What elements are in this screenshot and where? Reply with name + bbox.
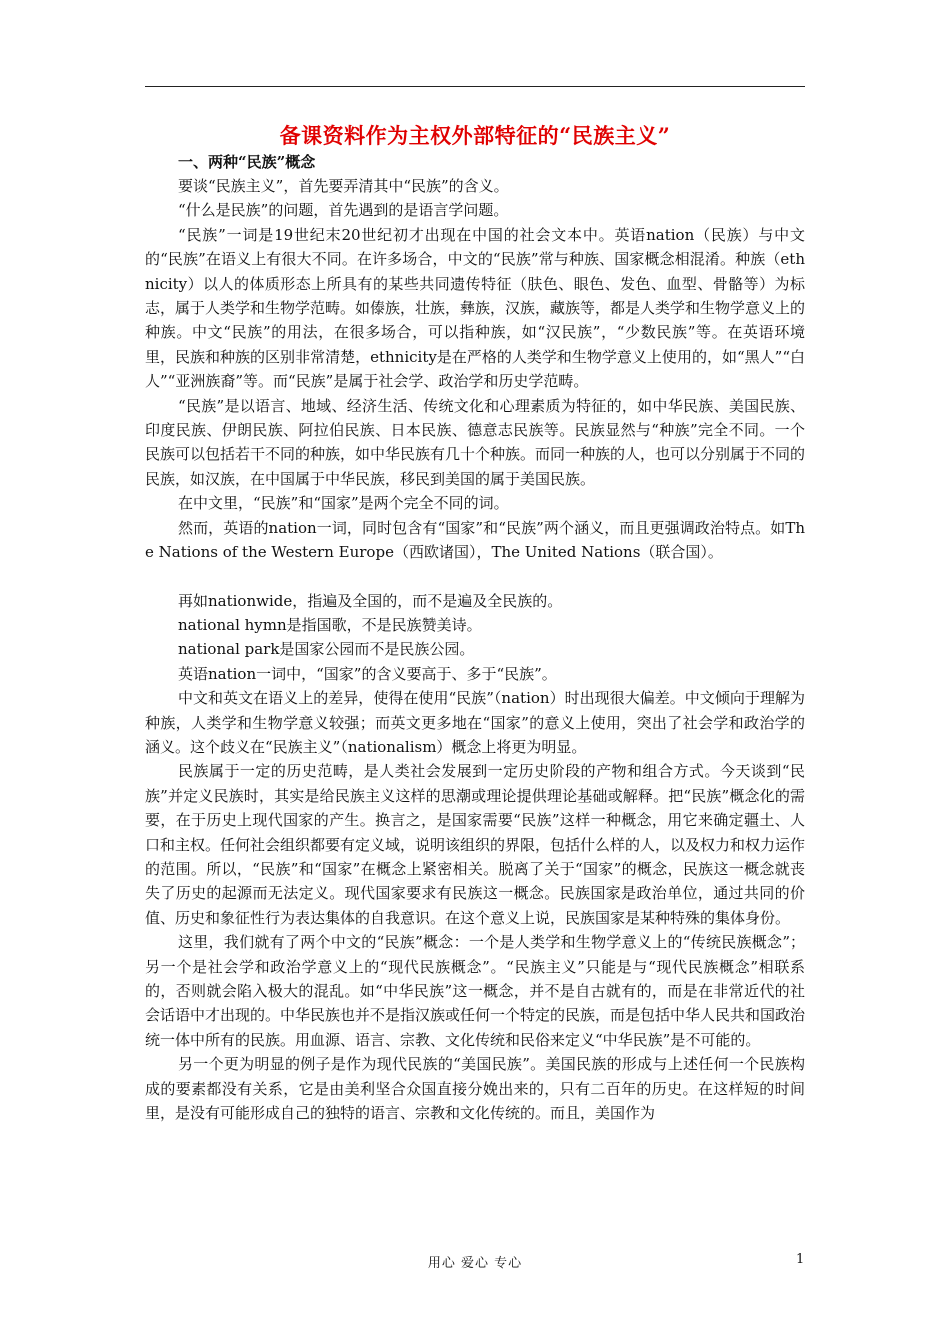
paragraph-5: 在中文里，“民族”和“国家”是两个完全不同的词。 xyxy=(178,494,509,513)
document-body xyxy=(145,174,805,1125)
paragraph-12: 民族属于一定的历史范畴，是人类社会发展到一定历史阶段的产物和组合方式。今天谈到“民族”并定义民族时，其实是给民族主义这样的思潮或理论提供理论基础或解释。把“民族”概念化的需要，在于历史上现代国家的产生。换言之，是国家需要“民族”这样一种概念，用它来确定疆土、人口和主权。任何社会组织都要有定义域，说明该组织的界限，包括什么样的人，以及权力和权力运作的范围。所以，“民族”和“国家”在概念上紧密相关。脱离了关于“国家”的概念，民族这一概念就丧失了历史的起源而无法定义。现代国家要求有民族这一概念。民族国家是政治单位，通过共同的价值、历史和象征性行为表达集体的自我意识。在这个意义上说，民族国家是某种特殊的集体身份。 xyxy=(145,762,806,927)
paragraph-6: 然而，英语的nation一词，同时包含有“国家”和“民族”两个涵义，而且更强调政治特点。如The Nations of the Western Europe（西欧诸国），The United Nations（联合国）。 xyxy=(145,518,805,562)
page-number: 1 xyxy=(796,1252,805,1267)
paragraph-4: “民族”是以语言、地域、经济生活、传统文化和心理素质为特征的，如中华民族、美国民族、印度民族、伊朗民族、阿拉伯民族、日本民族、德意志民族等。民族显然与“种族”完全不同。一个民族可以包括若干不同的种族，如中华民族有几十个种族。而同一种族的人，也可以分别属于不同的民族，如汉族，在中国属于中华民族，移民到美国的属于美国民族。 xyxy=(145,396,806,488)
paragraph-3: “民族”一词是19世纪末20世纪初才出现在中国的社会文本中。英语nation（民族）与中文的“民族”在语义上有很大不同。在许多场合，中文的“民族”常与种族、国家概念相混淆。种族（ethnicity）以人的体质形态上所具有的某些共同遗传特征（肤色、眼色、发色、血型、骨骼等）为标志，属于人类学和生物学范畴。如傣族，壮族，彝族，汉族，藏族等，都是人类学和生物学意义上的种族。中文“民族”的用法，在很多场合，可以指种族，如“汉民族”，“少数民族”等。在英语环境里，民族和种族的区别非常清楚，ethnicity是在严格的人类学和生物学意义上使用的，如“黑人”“白人”“亚洲族裔”等。而“民族”是属于社会学、政治学和历史学范畴。 xyxy=(145,225,806,391)
document-title: 备课资料作为主权外部特征的“民族主义” xyxy=(279,123,671,148)
section-heading: 一、两种“民族”概念 xyxy=(178,153,316,171)
footer-motto: 用心 爱心 专心 xyxy=(427,1256,523,1271)
paragraph-14: 另一个更为明显的例子是作为现代民族的“美国民族”。美国民族的形成与上述任何一个民族构成的要素都没有关系，它是由美利坚合众国直接分娩出来的，只有二百年的历史。在这样短的时间里，是没有可能形成自己的独特的语言、宗教和文化传统的。而且，美国作为 xyxy=(145,1055,805,1123)
paragraph-2: “什么是民族”的问题，首先遇到的是语言学问题。 xyxy=(178,201,509,220)
paragraph-13: 这里，我们就有了两个中文的“民族”概念：一个是人类学和生物学意义上的“传统民族概念”；另一个是社会学和政治学意义上的“现代民族概念”。“民族主义”只能是与“现代民族概念”相联系的，否则就会陷入极大的混乱。如“中华民族”这一概念，并不是自古就有的，而是在非常近代的社会话语中才出现的。中华民族也并不是指汉族或任何一个特定的民族，而是包括中华人民共和国政治统一体中所有的民族。用血源、语言、宗教、文化传统和民俗来定义“中华民族”是不可能的。 xyxy=(145,933,806,1049)
header-rule xyxy=(145,86,805,87)
paragraph-9: national park是国家公园而不是民族公园。 xyxy=(178,640,475,659)
paragraph-8: national hymn是指国歌，不是民族赞美诗。 xyxy=(178,615,482,634)
paragraph-1: 要谈“民族主义”，首先要弄清其中“民族”的含义。 xyxy=(178,177,509,195)
paragraph-11: 中文和英文在语义上的差异，使得在使用“民族”（nation）时出现很大偏差。中文倾向于理解为种族，人类学和生物学意义较强；而英文更多地在“国家”的意义上使用，突出了社会学和政治学的涵义。这个歧义在“民族主义”（nationalism）概念上将更为明显。 xyxy=(145,689,805,756)
paragraph-7: 再如nationwide，指遍及全国的，而不是遍及全民族的。 xyxy=(178,591,563,610)
paragraph-10: 英语nation一词中，“国家”的含义要高于、多于“民族”。 xyxy=(178,664,557,683)
